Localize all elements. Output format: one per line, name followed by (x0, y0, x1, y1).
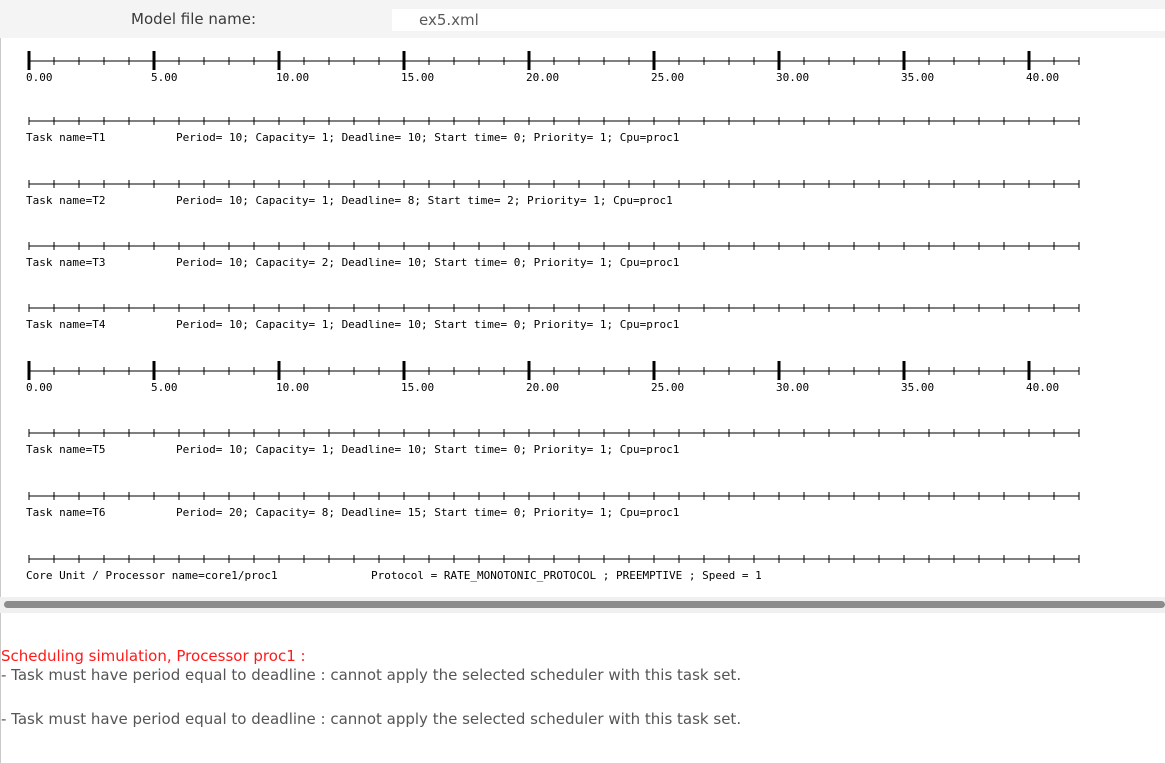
task-details-label: Period= 10; Capacity= 1; Deadline= 10; Start time= 0; Priority= 1; Cpu=proc1 (176, 443, 680, 456)
time-label: 30.00 (776, 71, 810, 84)
task-details-label: Period= 20; Capacity= 8; Deadline= 15; Start time= 0; Priority= 1; Cpu=proc1 (176, 506, 680, 519)
task-name-label: Task name=T1 (26, 131, 106, 144)
header-bar (0, 0, 1165, 38)
log-title: Scheduling simulation, Processor proc1 : (1, 647, 306, 665)
time-label: 10.00 (276, 71, 310, 84)
scrollbar-thumb[interactable] (4, 601, 1165, 608)
task-name-label: Task name=T4 (26, 318, 106, 331)
model-file-field[interactable] (392, 9, 1165, 31)
task-name-label: Task name=T2 (26, 194, 106, 207)
task-name-label: Task name=T5 (26, 443, 106, 456)
time-label: 5.00 (151, 71, 178, 84)
task-name-label: Core Unit / Processor name=core1/proc1 (26, 569, 278, 582)
time-label: 20.00 (526, 381, 560, 394)
task-details-label: Period= 10; Capacity= 1; Deadline= 10; Start time= 0; Priority= 1; Cpu=proc1 (176, 131, 680, 144)
time-label: 25.00 (651, 381, 685, 394)
time-label: 20.00 (526, 71, 560, 84)
time-label: 0.00 (26, 71, 53, 84)
gantt-diagram (1, 38, 1165, 597)
time-label: 15.00 (401, 381, 435, 394)
time-label: 40.00 (1026, 71, 1060, 84)
time-label: 35.00 (901, 71, 935, 84)
task-details-label: Period= 10; Capacity= 1; Deadline= 10; Start time= 0; Priority= 1; Cpu=proc1 (176, 318, 680, 331)
task-details-label: Period= 10; Capacity= 1; Deadline= 8; Start time= 2; Priority= 1; Cpu=proc1 (176, 194, 673, 207)
log-line: - Task must have period equal to deadline : cannot apply the selected scheduler with this task set. (1, 666, 742, 684)
time-label: 40.00 (1026, 381, 1060, 394)
time-label: 10.00 (276, 381, 310, 394)
task-name-label: Task name=T6 (26, 506, 106, 519)
time-label: 5.00 (151, 381, 178, 394)
log-line: - Task must have period equal to deadline : cannot apply the selected scheduler with this task set. (1, 710, 742, 728)
model-file-value: ex5.xml (419, 11, 479, 29)
simulation-log (0, 613, 1165, 763)
time-label: 30.00 (776, 381, 810, 394)
task-details-label: Protocol = RATE_MONOTONIC_PROTOCOL ; PREEMPTIVE ; Speed = 1 (371, 569, 762, 582)
gantt-panel[interactable] (0, 38, 1165, 597)
model-file-label: Model file name: (131, 10, 257, 28)
task-details-label: Period= 10; Capacity= 2; Deadline= 10; Start time= 0; Priority= 1; Cpu=proc1 (176, 256, 680, 269)
task-name-label: Task name=T3 (26, 256, 106, 269)
time-label: 35.00 (901, 381, 935, 394)
time-label: 25.00 (651, 71, 685, 84)
time-label: 0.00 (26, 381, 53, 394)
horizontal-scrollbar[interactable] (0, 597, 1165, 613)
time-label: 15.00 (401, 71, 435, 84)
